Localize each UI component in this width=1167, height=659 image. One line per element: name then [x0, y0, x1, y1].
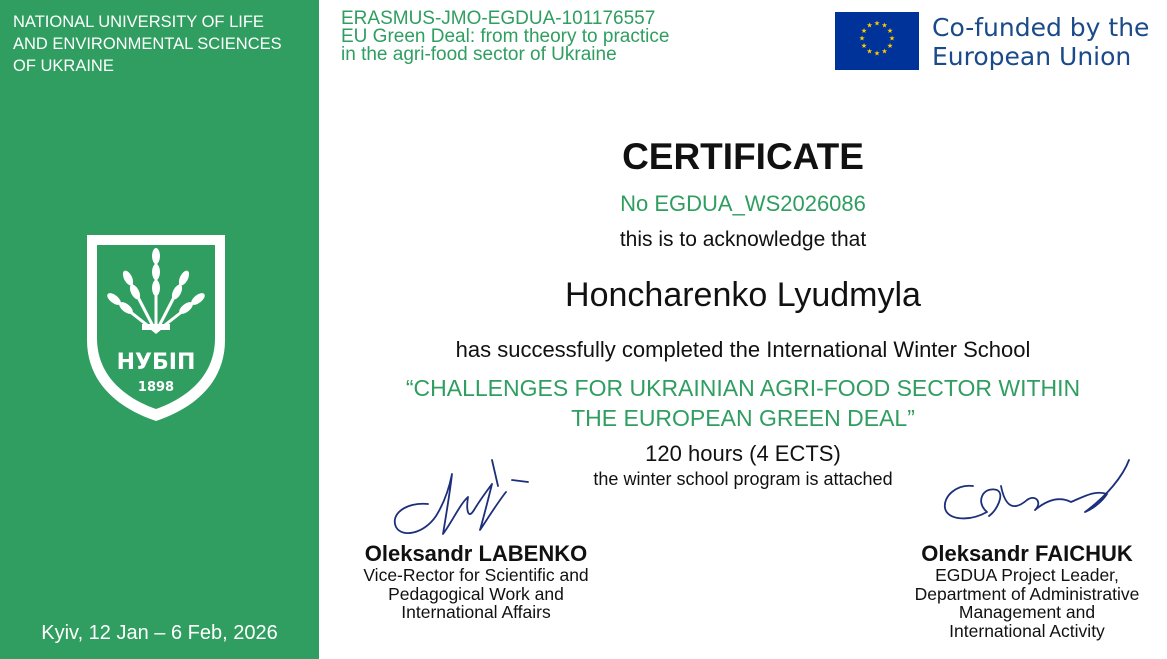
svg-text:★: ★: [886, 27, 894, 35]
eu-flag-icon: [835, 12, 919, 70]
completion-text: has successfully completed the International Winter School: [455, 337, 1031, 362]
eu-text-line: European Union: [932, 42, 1132, 71]
svg-text:★: ★: [873, 19, 881, 28]
signatory-role-line: Vice-Rector for Scientific and: [363, 565, 589, 585]
project-line: in the agri-food sector of Ukraine: [341, 44, 617, 65]
signatory-role-line: Management and: [958, 602, 1096, 622]
svg-text:★: ★: [860, 42, 868, 50]
university-name: [13, 11, 313, 77]
school-title: [319, 373, 1167, 433]
university-name-line: OF UKRAINE: [13, 57, 114, 75]
university-name-line: AND ENVIRONMENTAL SCIENCES: [13, 35, 282, 53]
signatory-labenko: [326, 542, 626, 622]
signatory-role-line: Pedagogical Work and: [388, 583, 564, 604]
school-title-line: “CHALLENGES FOR UKRAINIAN AGRI-FOOD SECTOR WITHIN: [405, 375, 1081, 401]
project-info: [341, 10, 669, 64]
hours-text: 120 hours (4 ECTS): [645, 441, 841, 466]
svg-text:★: ★: [886, 42, 894, 50]
signatory-name: Oleksandr FAICHUK: [921, 541, 1133, 566]
signatory-name: Oleksandr LABENKO: [364, 541, 588, 566]
eu-cofunded-text: [932, 13, 1149, 71]
svg-text:★: ★: [881, 21, 888, 30]
signatory-role-line: International Affairs: [401, 602, 551, 622]
signatory-role-line: EGDUA Project Leader,: [935, 565, 1119, 585]
svg-text:★: ★: [866, 47, 873, 56]
svg-text:★: ★: [860, 27, 868, 35]
svg-text:★: ★: [873, 49, 881, 58]
project-line: ERASMUS-JMO-EGDUA-101176557: [341, 8, 656, 29]
acknowledge-text: this is to acknowledge that: [619, 228, 867, 251]
certificate-title: CERTIFICATE: [622, 136, 864, 177]
recipient-name: Honcharenko Lyudmyla: [565, 276, 921, 314]
svg-text:★: ★: [858, 34, 866, 43]
certificate-number: No EGDUA_WS2026086: [620, 191, 866, 216]
university-name-line: NATIONAL UNIVERSITY OF LIFE: [13, 13, 264, 31]
signatory-faichuk: [887, 542, 1167, 640]
program-note: the winter school program is attached: [593, 469, 893, 489]
crest-text: НУБІП: [116, 350, 196, 375]
place-date: Kyiv, 12 Jan – 6 Feb, 2026: [41, 622, 278, 644]
svg-text:★: ★: [866, 21, 873, 30]
crest-year: 1898: [137, 380, 175, 395]
school-title-line: THE EUROPEAN GREEN DEAL”: [571, 405, 915, 431]
signature-image-faichuk: [935, 456, 1135, 536]
signature-image-labenko: [388, 452, 538, 544]
svg-text:★: ★: [888, 34, 896, 43]
signatory-role-line: International Activity: [949, 620, 1105, 641]
eu-text-line: Co-funded by the: [932, 13, 1150, 42]
sidebar: [0, 0, 319, 659]
university-crest-logo: [84, 232, 228, 424]
signatory-role-line: Department of Administrative: [914, 583, 1140, 604]
svg-text:★: ★: [881, 47, 888, 56]
project-line: EU Green Deal: from theory to practice: [341, 26, 670, 47]
